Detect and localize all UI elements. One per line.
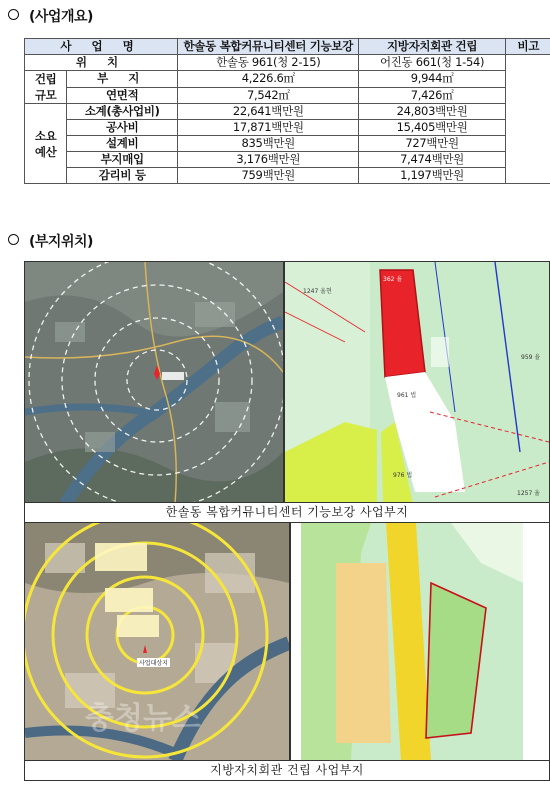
figure-hansol-site — [24, 261, 550, 523]
header-note: 비고 — [505, 39, 550, 55]
group-required-budget: 소요 예산 — [25, 104, 67, 184]
cell-subtotal-b: 24,803백만원 — [359, 104, 505, 120]
cell-subtotal-a: 22,641백만원 — [178, 104, 359, 120]
map-label: 1247 율현 — [303, 288, 332, 295]
row-label-location: 위 치 — [25, 55, 178, 71]
cadastral-map-hansol — [285, 262, 549, 504]
section-title: (사업개요) — [29, 9, 93, 25]
row-label-site: 부 지 — [67, 71, 178, 88]
map-label: 959 율 — [521, 354, 541, 361]
table-row — [25, 71, 550, 88]
map-label: 961 법 — [397, 392, 417, 399]
cell-design-b: 727백만원 — [359, 136, 505, 152]
cell-floor-area-a: 7,542㎡ — [178, 87, 359, 104]
cell-construction-a: 17,871백만원 — [178, 120, 359, 136]
aerial-map-local-hall — [25, 523, 289, 761]
cadastral-map-local-hall — [291, 523, 549, 761]
circle-bullet-icon — [8, 9, 19, 20]
row-label-design: 설계비 — [67, 136, 178, 152]
row-label-floor-area: 연면적 — [67, 87, 178, 104]
table-header-row — [25, 39, 550, 55]
cell-floor-area-b: 7,426㎡ — [359, 87, 505, 104]
project-overview-table — [24, 38, 550, 184]
row-label-subtotal: 소계(총사업비) — [67, 104, 178, 120]
cell-site-b: 9,944㎡ — [359, 71, 505, 88]
row-label-land: 부지매입 — [67, 152, 178, 168]
cell-note — [505, 55, 550, 184]
cell-supervision-b: 1,197백만원 — [359, 168, 505, 184]
table-row — [25, 136, 550, 152]
cell-land-b: 7,474백만원 — [359, 152, 505, 168]
group-building-scale: 건립 규모 — [25, 71, 67, 104]
map-label-project-site: 사업대상지 — [139, 660, 168, 667]
cell-construction-b: 15,405백만원 — [359, 120, 505, 136]
map-label: 1257 율 — [517, 490, 540, 497]
row-label-supervision: 감리비 등 — [67, 168, 178, 184]
figure-local-hall-site — [24, 523, 550, 781]
figure-caption-local-hall: 지방자치회관 건립 사업부지 — [25, 760, 549, 780]
aerial-map-hansol — [25, 262, 283, 504]
header-item: 사 업 명 — [25, 39, 178, 55]
section-title: (부지위치) — [29, 234, 93, 250]
section-heading-site-location — [8, 231, 93, 251]
header-project-a: 한솔동 복합커뮤니티센터 기능보강 — [178, 39, 359, 55]
cell-land-a: 3,176백만원 — [178, 152, 359, 168]
cell-site-a: 4,226.6㎡ — [178, 71, 359, 88]
map-label: 976 법 — [393, 472, 413, 479]
table-row — [25, 120, 550, 136]
section-heading-overview — [8, 6, 93, 26]
figure-caption-hansol: 한솔동 복합커뮤니티센터 기능보강 사업부지 — [25, 502, 549, 522]
watermark: 충청뉴스 — [85, 701, 201, 736]
table-row — [25, 104, 550, 120]
table-row — [25, 168, 550, 184]
cell-supervision-a: 759백만원 — [178, 168, 359, 184]
table-row — [25, 152, 550, 168]
cell-location-b: 어진동 661(청 1-54) — [359, 55, 505, 71]
cell-location-a: 한솔동 961(청 2-15) — [178, 55, 359, 71]
table-row — [25, 55, 550, 71]
table-row — [25, 87, 550, 104]
map-label: 362 율 — [383, 276, 403, 283]
header-project-b: 지방자치회관 건립 — [359, 39, 505, 55]
cell-design-a: 835백만원 — [178, 136, 359, 152]
row-label-construction: 공사비 — [67, 120, 178, 136]
circle-bullet-icon — [8, 234, 19, 245]
